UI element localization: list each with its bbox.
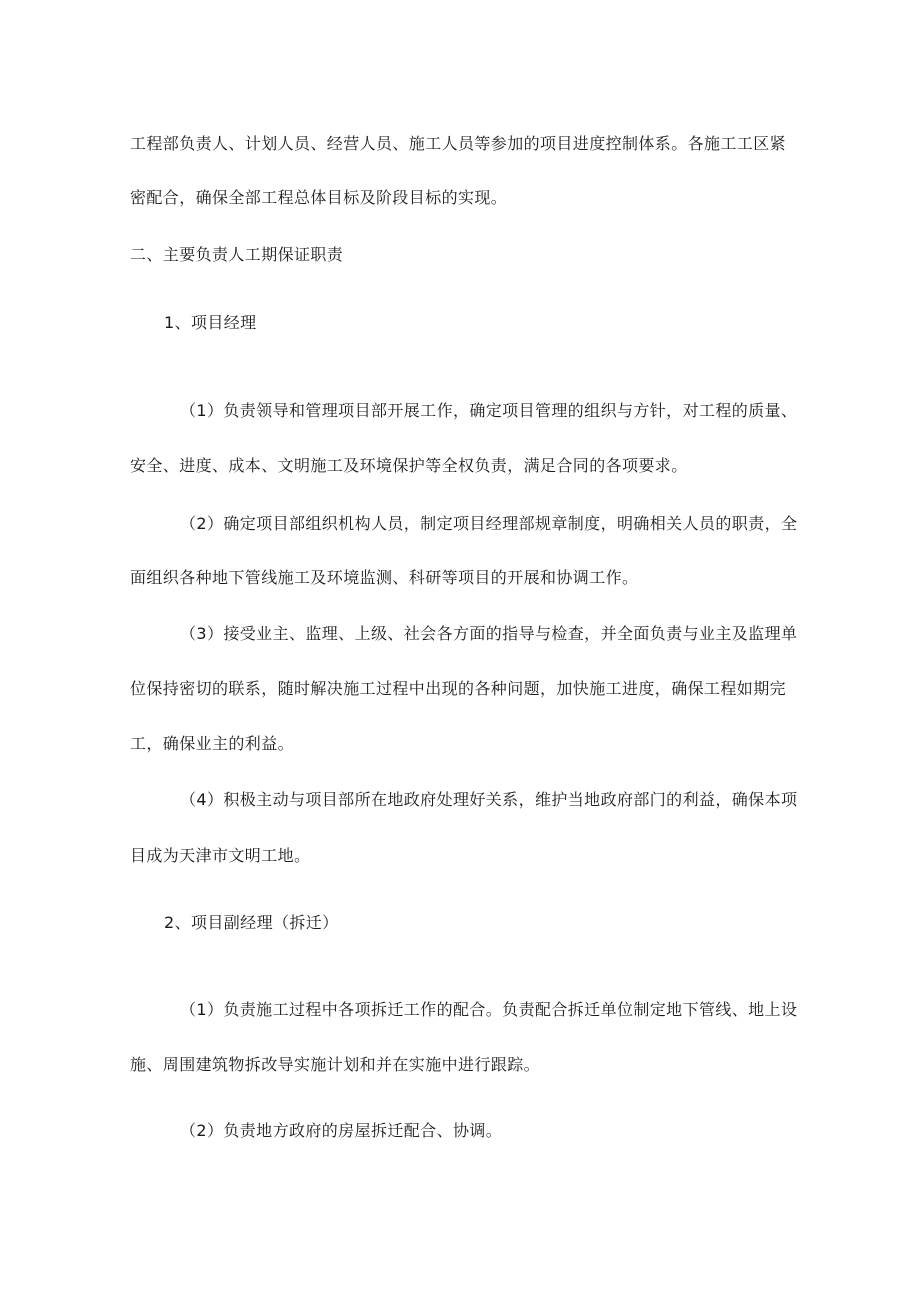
- paragraph-line: （3）接受业主、监理、上级、社会各方面的指导与检查，并全面负责与业主及监理单: [180, 624, 798, 643]
- paragraph-line: 施、周围建筑物拆改导实施计划和并在实施中进行跟踪。: [130, 1055, 541, 1074]
- subsection-heading: 1、项目经理: [164, 313, 257, 332]
- subsection-heading: 2、项目副经理（拆迁）: [164, 913, 339, 932]
- paragraph-line: 工程部负责人、计划人员、经营人员、施工人员等参加的项目进度控制体系。各施工工区紧: [130, 134, 787, 153]
- paragraph-line: 密配合，确保全部工程总体目标及阶段目标的实现。: [130, 188, 508, 207]
- paragraph-line: （1）负责施工过程中各项拆迁工作的配合。负责配合拆迁单位制定地下管线、地上设: [180, 1000, 798, 1019]
- section-heading: 二、主要负责人工期保证职责: [130, 245, 344, 264]
- paragraph-line: （2）负责地方政府的房屋拆迁配合、协调。: [180, 1121, 503, 1140]
- paragraph-line: 目成为天津市文明工地。: [130, 846, 311, 865]
- paragraph-line: （2）确定项目部组织机构人员，制定项目经理部规章制度，明确相关人员的职责，全: [180, 514, 798, 533]
- paragraph-line: 位保持密切的联系，随时解决施工过程中出现的各种问题，加快施工进度，确保工程如期完: [130, 679, 787, 698]
- paragraph-line: 工，确保业主的利益。: [130, 734, 295, 753]
- paragraph-line: （1）负责领导和管理项目部开展工作，确定项目管理的组织与方针，对工程的质量、: [180, 401, 798, 420]
- paragraph-line: 安全、进度、成本、文明施工及环境保护等全权负责，满足合同的各项要求。: [130, 456, 688, 475]
- paragraph-line: 面组织各种地下管线施工及环境监测、科研等项目的开展和协调工作。: [130, 568, 639, 587]
- paragraph-line: （4）积极主动与项目部所在地政府处理好关系，维护当地政府部门的利益，确保本项: [180, 790, 798, 809]
